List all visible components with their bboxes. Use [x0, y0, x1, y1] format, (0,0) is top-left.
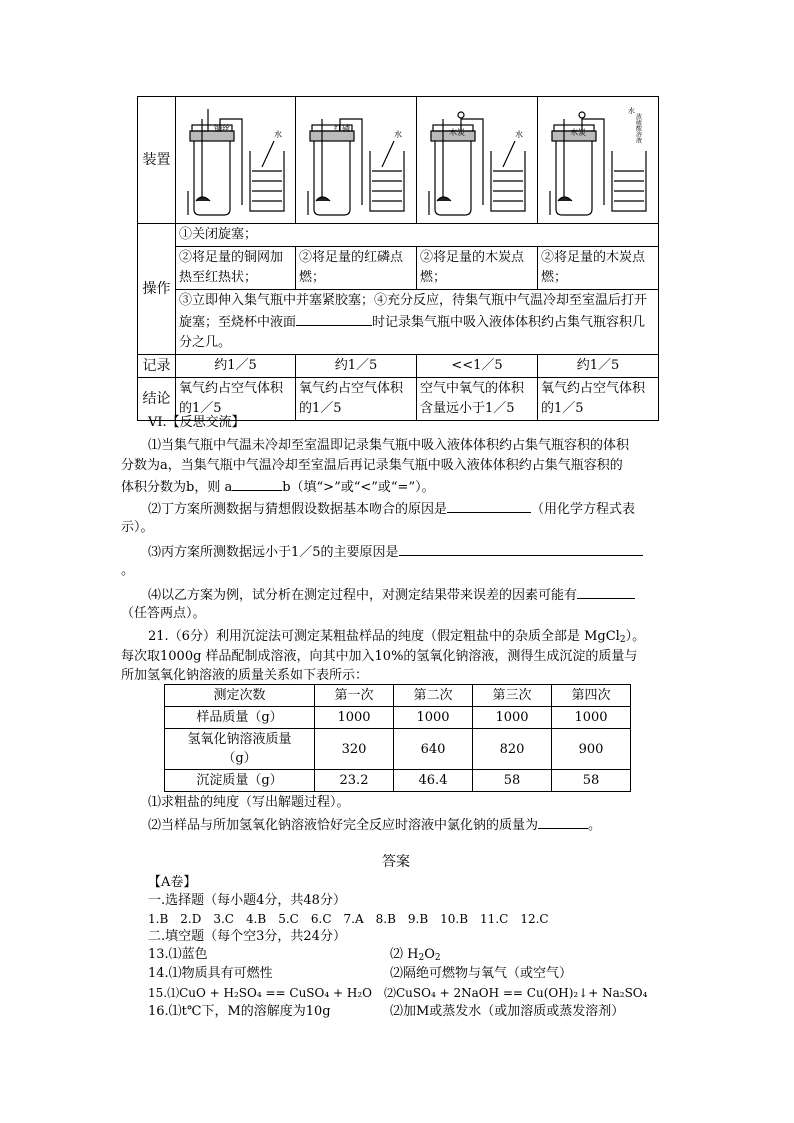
answer-13-b-sub1: 2	[418, 953, 425, 963]
label-charcoal-1: 木炭	[449, 128, 465, 137]
q21-line-1-a: 21.（6分）利用沉淀法可测定某粗盐样品的纯度（假定粗盐中的杂质全部是 MgCl	[148, 629, 620, 644]
label-water-3: 水	[515, 130, 523, 139]
q21-part-2-end: 。	[588, 818, 602, 833]
dt-r3-c4: 58	[552, 770, 631, 792]
q4-line-1-text: ⑷以乙方案为例，试分析在测定过程中，对测定结果带来误差的因素可能有	[148, 588, 578, 603]
dt-r2-label-b: （g）	[222, 751, 257, 766]
dt-r1-c4: 1000	[552, 707, 631, 729]
fill-blank-nacl-mass[interactable]	[538, 814, 588, 829]
answers-section-a: 【A卷】	[148, 875, 197, 890]
q1-line-3	[121, 476, 435, 498]
q2-line-1	[148, 498, 635, 520]
apparatus-figure-4	[538, 97, 659, 224]
precipitation-data-table	[164, 684, 631, 792]
op-step-3	[176, 290, 659, 355]
label-water-2: 水	[394, 130, 402, 139]
dt-r3-label: 沉淀质量（g）	[165, 770, 315, 792]
label-conc-sulfuric: 浓硫酸溶液	[634, 113, 642, 143]
dt-header-2: 第二次	[394, 685, 473, 707]
q21-subscript: 2	[619, 635, 626, 645]
fill-blank-error-factors[interactable]	[577, 584, 635, 599]
dt-r2-label	[165, 729, 315, 770]
answer-13-a: 13.⑴蓝色	[148, 947, 208, 962]
dt-r2-c3: 820	[473, 729, 552, 770]
answers-part-2: 二.填空题（每个空3分，共24分）	[148, 929, 346, 944]
conclusion-a: 氧气约占空气体积的1／5	[176, 378, 296, 421]
experiment-table	[137, 96, 659, 421]
label-water-4: 水	[628, 107, 635, 115]
q3-line-1-text: ⑶丙方案所测数据远小于1／5的主要原因是	[148, 545, 399, 560]
conclusion-d: 氧气约占空气体积的1／5	[538, 378, 659, 421]
answers-part-1-list: 1.B 2.D 3.C 4.B 5.C 6.C 7.A 8.B 9.B 10.B 11.C 12.C	[148, 912, 549, 926]
answer-13-b-o: O	[424, 947, 435, 962]
dt-header-3: 第三次	[473, 685, 552, 707]
fill-blank-liquid-level[interactable]	[296, 311, 372, 326]
fill-blank-reason[interactable]	[399, 541, 643, 556]
label-water-1: 水	[273, 130, 282, 139]
label-copper-wire: 铜丝	[213, 124, 230, 133]
dt-header-4: 第四次	[552, 685, 631, 707]
row-label-conclusion: 结论	[138, 378, 176, 421]
fill-blank-equation[interactable]	[447, 498, 531, 513]
dt-header-0: 测定次数	[165, 685, 315, 707]
q21-part-1: ⑴求粗盐的纯度（写出解题过程）。	[148, 795, 350, 810]
label-red-phosphorus: 红磷	[334, 124, 350, 133]
dt-r2-c2: 640	[394, 729, 473, 770]
op-step-3-text-a: ③立即伸入集气瓶中并塞紧胶塞；④充分反应，待集气瓶中气温冷却至室温后打开旋塞；至烧杯中液面	[179, 293, 648, 330]
op-step-2-b: ②将足量的红磷点燃；	[296, 247, 417, 290]
answer-15-b: ⑵CuSO₄ + 2NaOH == Cu(OH)₂↓+ Na₂SO₄	[384, 986, 648, 1000]
answer-14-b: ⑵隔绝可燃物与氧气（或空气）	[390, 966, 573, 981]
label-charcoal-2: 木炭	[570, 128, 586, 137]
q21-line-3: 所加氢氧化钠溶液的质量关系如下表所示：	[121, 668, 369, 683]
op-step-2-d: ②将足量的木炭点燃；	[538, 247, 659, 290]
dt-r2-c1: 320	[315, 729, 394, 770]
dt-header-1: 第一次	[315, 685, 394, 707]
dt-r1-c3: 1000	[473, 707, 552, 729]
apparatus-figure-1	[176, 97, 296, 224]
q1-line-2: 分数为a，当集气瓶中气温冷却至室温后再记录集气瓶中吸入液体体积约占集气瓶容积的	[121, 458, 623, 473]
op-step-2-c: ②将足量的木炭点燃；	[417, 247, 538, 290]
q21-line-1-b: ）。	[625, 629, 646, 644]
conclusion-c: 空气中氧气的体积含量远小于1／5	[417, 378, 538, 421]
dt-r3-c2: 46.4	[394, 770, 473, 792]
q1-line-1: ⑴当集气瓶中气温未冷却至室温即记录集气瓶中吸入液体体积约占集气瓶容积的体积	[148, 438, 630, 453]
record-a: 约1／5	[176, 355, 296, 378]
q3-line-2: 。	[121, 563, 135, 578]
dt-r1-c1: 1000	[315, 707, 394, 729]
row-label-device: 装置	[138, 97, 176, 224]
dt-r3-c3: 58	[473, 770, 552, 792]
op-step-3-text-b: 时记录集气瓶中吸入液体体积约占集气瓶容积几分之几。	[179, 315, 646, 350]
fill-blank-compare[interactable]	[232, 476, 282, 491]
record-c: <<1／5	[417, 355, 538, 378]
record-b: 约1／5	[296, 355, 417, 378]
reflection-heading: VI.【反思交流】	[148, 415, 245, 430]
answers-title: 答案	[382, 854, 410, 870]
q4-line-1	[148, 584, 635, 606]
dt-r2-label-a: 氢氧化钠溶液质量	[187, 732, 292, 747]
apparatus-figure-3	[417, 97, 538, 224]
op-step-2-a: ②将足量的铜网加热至红热状；	[176, 247, 296, 290]
q2-line-2: 示）。	[121, 520, 154, 535]
answer-16-b: ⑵加M或蒸发水（或加溶质或蒸发溶剂）	[390, 1004, 625, 1019]
dt-r1-c2: 1000	[394, 707, 473, 729]
q2-line-1-b: （用化学方程式表	[531, 502, 636, 517]
record-d: 约1／5	[538, 355, 659, 378]
dt-r2-c4: 900	[552, 729, 631, 770]
answer-13-b-h: ⑵ H	[390, 947, 419, 962]
answers-part-1: 一.选择题（每小题4分，共48分）	[148, 893, 346, 908]
answer-13-b-sub2: 2	[434, 953, 441, 963]
answer-16-a: 16.⑴t℃下，M的溶解度为10g	[148, 1004, 331, 1019]
answer-14-a: 14.⑴物质具有可燃性	[148, 966, 273, 981]
dt-r3-c1: 23.2	[315, 770, 394, 792]
q21-line-2: 每次取1000g 样品配制成溶液，向其中加入10%的氢氧化钠溶液，测得生成沉淀的质量与	[121, 649, 638, 664]
answer-15-a: 15.⑴CuO + H₂SO₄ == CuSO₄ + H₂O	[148, 986, 372, 1000]
q1-line-3-b: b（填“>”或“<”或“=”）。	[282, 480, 435, 495]
q1-line-3-a: 体积分数为b，则 a	[121, 480, 233, 495]
q21-part-2	[148, 814, 601, 836]
q4-line-2: （任答两点）。	[121, 606, 206, 621]
conclusion-b: 氧气约占空气体积的1／5	[296, 378, 417, 421]
row-label-operation: 操作	[138, 224, 176, 355]
q3-line-1	[148, 541, 643, 563]
dt-r1-label: 样品质量（g）	[165, 707, 315, 729]
row-label-record: 记录	[138, 355, 176, 378]
q21-part-2-text: ⑵当样品与所加氢氧化钠溶液恰好完全反应时溶液中氯化钠的质量为	[148, 818, 539, 833]
op-step-1: ①关闭旋塞；	[176, 224, 659, 247]
apparatus-figure-2	[296, 97, 417, 224]
q2-line-1-a: ⑵丁方案所测数据与猜想假设数据基本吻合的原因是	[148, 502, 448, 517]
